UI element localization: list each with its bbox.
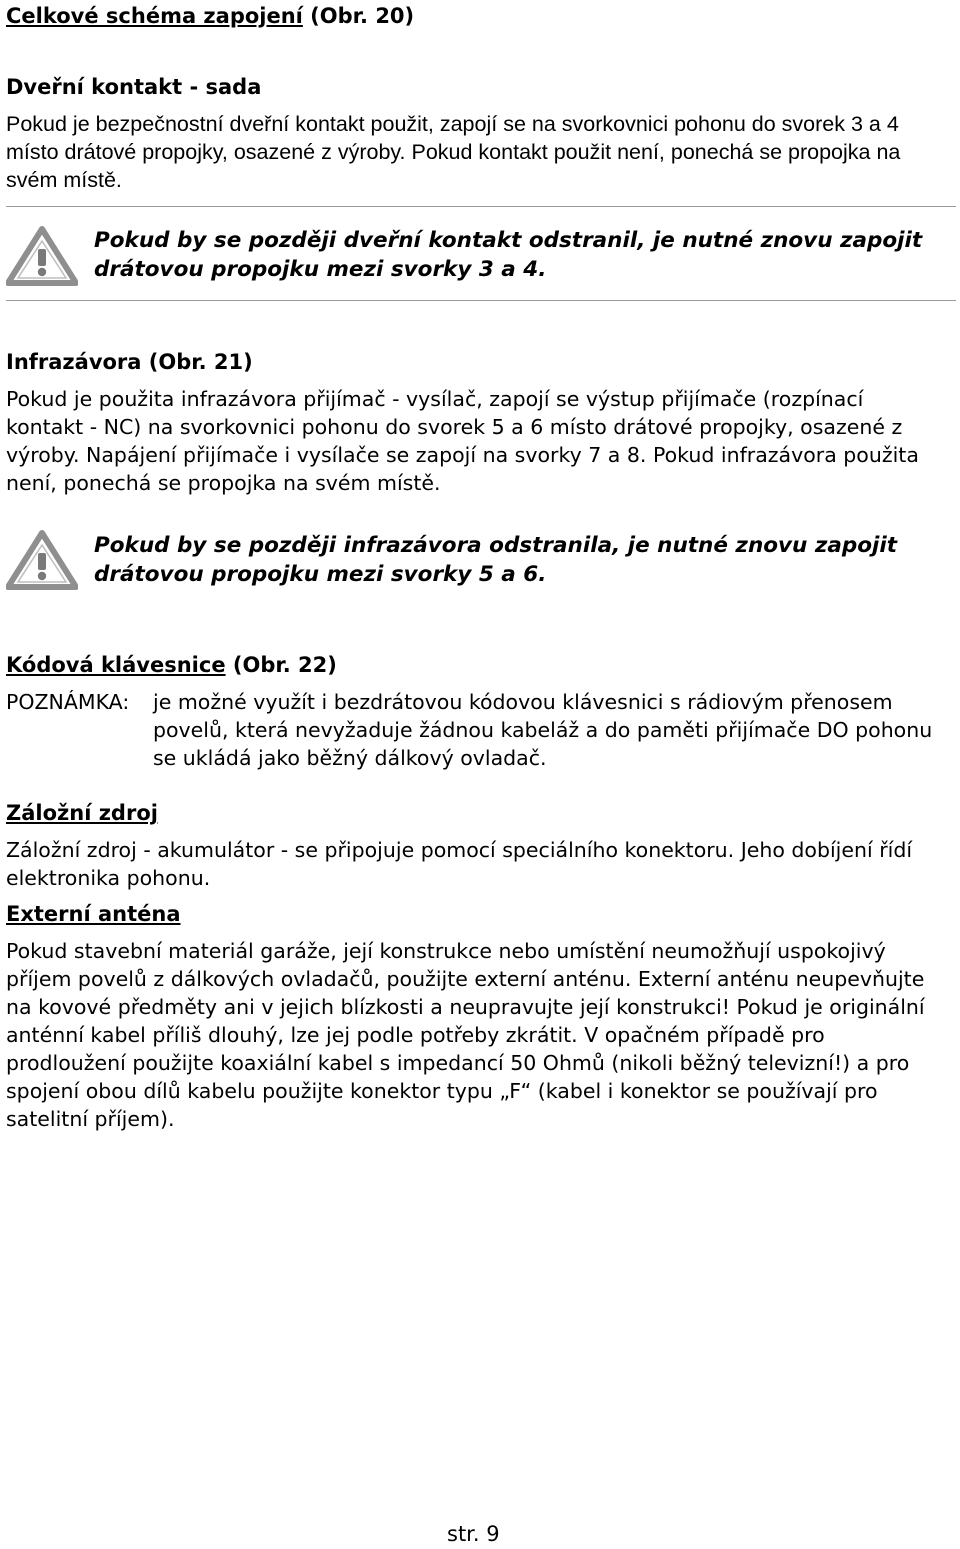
door-contact-paragraph: Pokud je bezpečnostní dveřní kontakt použit, zapojí se na svorkovnici pohonu do svorek 3 a 4 místo drátové propojky, osazené z výroby. Pokud kontakt použit není, ponechá se propojka na svém místě.: [6, 112, 901, 192]
infrared-heading: Infrazávora (Obr. 21): [6, 350, 253, 374]
warning-top-rule: [6, 206, 956, 207]
backup-heading: Záložní zdroj: [6, 801, 158, 825]
antenna-heading: Externí anténa: [6, 902, 181, 926]
warning-triangle-icon: [6, 530, 78, 590]
note-label: POZNÁMKA:: [6, 690, 130, 714]
page-title: [6, 2, 414, 30]
warning-bottom-rule: [6, 300, 956, 301]
warning-triangle-icon: [6, 226, 78, 286]
note-body: [153, 688, 933, 772]
antenna-paragraph: Pokud stavební materiál garáže, její konstrukce nebo umístění neumožňují uspokojivý příjem povelů z dálkových ovladačů, použijte externí anténu. Externí anténu neupevňujte na kovové předměty ani v jejich blízkosti a neupravujte její konstrukci! Pokud je originální anténní kabel příliš dlouhý, lze jej podle potřeby zkrátit. V opačném případě pro prodloužení použijte koaxiální kabel s impedancí 50 Ohmů (nikoli běžný televizní!) a pro spojení obou dílů kabelu použijte konektor typu „F“ (kabel i konektor se používají pro satelitní příjem).: [6, 939, 925, 1131]
infrared-paragraph: Pokud je použita infrazávora přijímač - vysílač, zapojí se výstup přijímače (rozpínací kontakt - NC) na svorkovnici pohonu do svorek 5 a 6 místo drátové propojky, osazené z výroby. Napájení přijímače i vysílače se zapojí na svorky 7 a 8. Pokud infrazávora použita není, ponechá se propojka na svém místě.: [6, 387, 919, 495]
keypad-heading-suffix: (Obr. 22): [225, 653, 337, 677]
note-body-text: je možné využít i bezdrátovou kódovou klávesnici s rádiovým přenosem povelů, která nevyžaduje žádnou kabeláž a do paměti přijímače DO pohonu se ukládá jako běžný dálkový ovladač.: [153, 690, 933, 770]
keypad-heading: [6, 651, 337, 679]
page-title-underlined: Celkové schéma zapojení: [6, 4, 303, 28]
keypad-heading-underlined: Kódová klávesnice: [6, 653, 226, 677]
page-title-suffix: (Obr. 20): [302, 4, 415, 28]
page-number: str. 9: [447, 1522, 500, 1546]
backup-paragraph: Záložní zdroj - akumulátor - se připojuje pomocí speciálního konektoru. Jeho dobíjení řídí elektronika pohonu.: [6, 838, 913, 890]
door-contact-warning: Pokud by se později dveřní kontakt odstranil, je nutné znovu zapojit drátovou propojku mezi svorky 3 a 4.: [94, 228, 923, 282]
door-contact-heading: Dveřní kontakt - sada: [6, 75, 262, 99]
infrared-warning: Pokud by se později infrazávora odstranila, je nutné znovu zapojit drátovou propojku mezi svorky 5 a 6.: [94, 533, 898, 587]
